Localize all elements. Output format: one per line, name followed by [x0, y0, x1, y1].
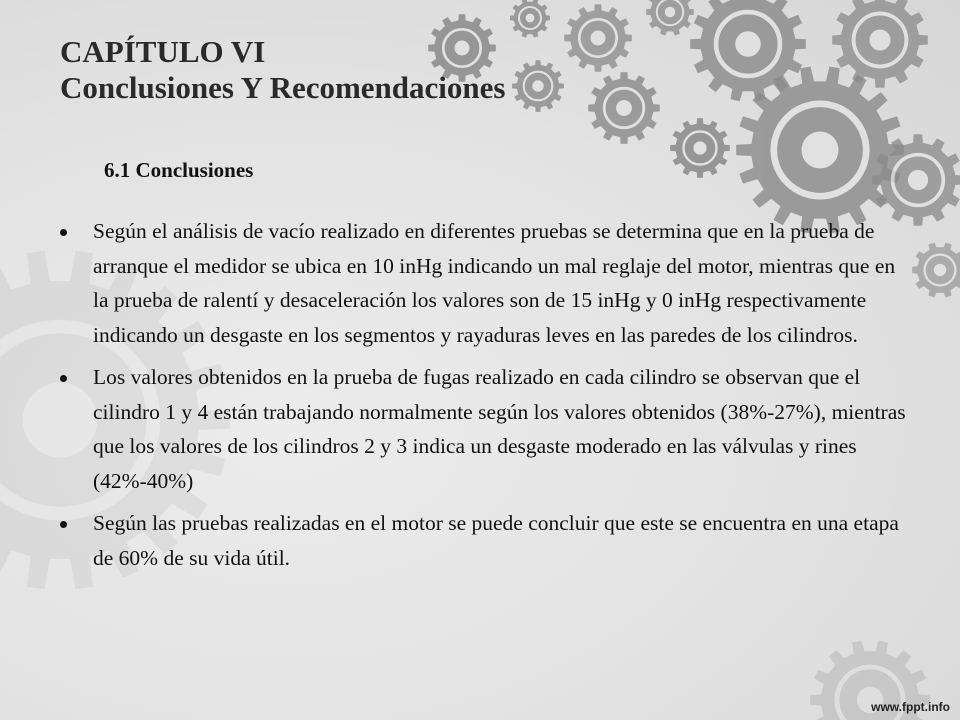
- bullet-item: [58, 360, 908, 498]
- title-line-2: Conclusiones Y Recomendaciones: [60, 69, 506, 105]
- bullet-icon: [60, 521, 67, 528]
- gear-icon: [670, 118, 730, 178]
- bullet-text: Los valores obtenidos en la prueba de fugas realizado en cada cilindro se observan que el cilindro 1 y 4 están trabajando normalmente según los valores obtenidos (38%-27%), mientras que los valores de los cilindros 2 y 3 indica un desgaste moderado en las válvulas y rines (42%-40%): [93, 365, 906, 493]
- bullet-text: Según el análisis de vacío realizado en diferentes pruebas se determina que en la prueba de arranque el medidor se ubica en 10 inHg indicando un mal reglaje del motor, mientras que en la prueba de ralentí y desaceleración los valores son de 15 inHg y 0 inHg respectivamente indicando un desgaste en los segmentos y rayaduras leves en las paredes de los cilindros.: [93, 219, 896, 347]
- slide-title: [60, 34, 505, 105]
- footer-url: www.fppt.info: [871, 700, 950, 714]
- gear-icon: [564, 4, 632, 72]
- bullet-icon: [60, 375, 67, 382]
- gear-icon: [832, 0, 928, 88]
- gear-icon: [912, 243, 960, 298]
- gear-icon: [512, 60, 564, 112]
- bullet-list: [58, 214, 908, 583]
- gear-icon: [510, 0, 550, 38]
- gear-icon: [588, 72, 660, 144]
- section-heading: 6.1 Conclusiones: [104, 158, 254, 182]
- title-line-1: CAPÍTULO VI: [60, 34, 266, 69]
- bullet-item: [58, 506, 908, 575]
- bullet-text: Según las pruebas realizadas en el motor se puede concluir que este se encuentra en una etapa de 60% de su vida útil.: [93, 511, 899, 570]
- bullet-icon: [60, 229, 67, 236]
- bullet-item: [58, 214, 908, 352]
- gear-icon: [646, 0, 694, 36]
